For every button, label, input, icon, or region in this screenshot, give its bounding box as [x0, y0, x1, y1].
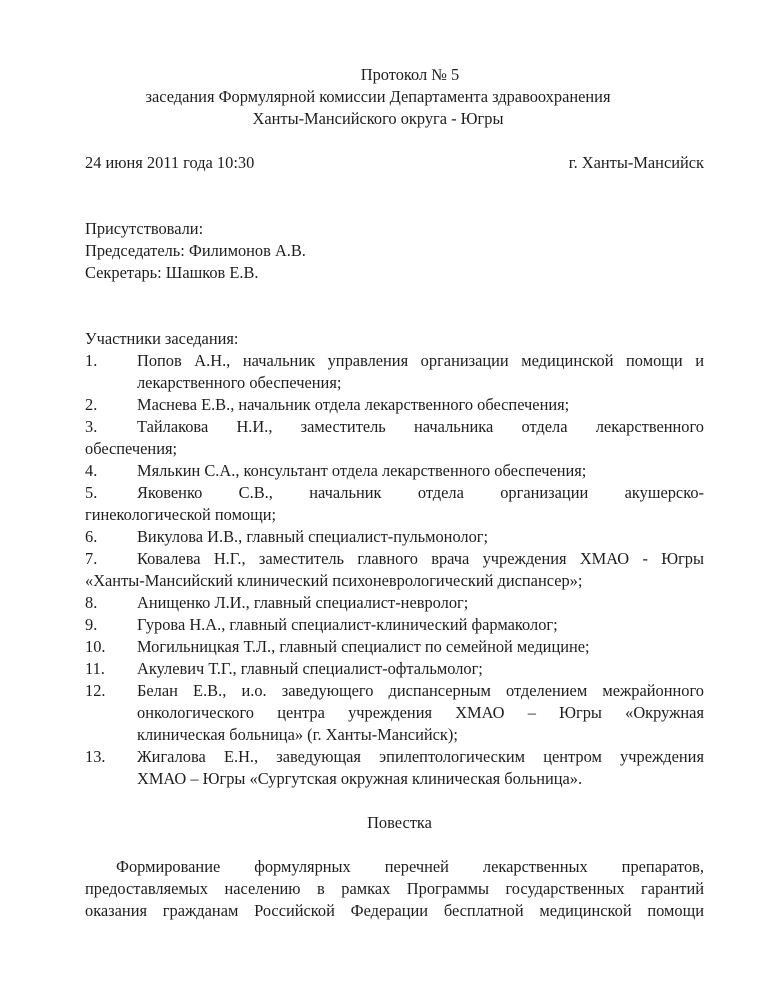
participant-line: Мялькин С.А., консультант отдела лекарственного обеспечения;: [137, 461, 587, 480]
document-title: [85, 64, 671, 130]
participant-line: Акулевич Т.Г., главный специалист-офтальмолог;: [137, 659, 483, 678]
chairman-line: Председатель: Филимонов А.В.: [85, 241, 306, 260]
agenda-paragraph: [85, 856, 704, 922]
participant-item-10: [85, 636, 704, 658]
participant-item-13: [85, 746, 704, 790]
participant-line: Попов А.Н., начальник управления организации медицинской помощи и: [137, 351, 704, 370]
participant-number: 2.: [85, 395, 98, 414]
participant-number: 11.: [85, 659, 105, 678]
participant-line: гинекологической помощи;: [85, 505, 277, 524]
participant-item-12: [85, 680, 704, 746]
participant-number: 6.: [85, 527, 98, 546]
participant-line: ХМАО – Югры «Сургутская окружная клиническая больница».: [137, 769, 583, 788]
title-line-2: заседания Формулярной комиссии Департамента здравоохранения: [145, 87, 611, 106]
participant-line: клиническая больница» (г. Ханты-Мансийск);: [137, 725, 458, 744]
participants-heading: Участники заседания:: [85, 329, 239, 348]
attendees-section: [85, 218, 704, 284]
participant-line: Могильницкая Т.Л., главный специалист по семейной медицине;: [137, 637, 590, 656]
title-line-3: Ханты-Мансийского округа - Югры: [252, 109, 504, 128]
participant-line: обеспечения;: [85, 439, 178, 458]
participant-item-8: [85, 592, 704, 614]
secretary-line: Секретарь: Шашков Е.В.: [85, 263, 259, 282]
participant-number: 4.: [85, 461, 98, 480]
participant-item-6: [85, 526, 704, 548]
participant-number: 8.: [85, 593, 98, 612]
participant-item-1: [85, 350, 704, 394]
participant-line: лекарственного обеспечения;: [137, 373, 342, 392]
participant-line: онкологического центра учреждения ХМАО – Югры «Окружная: [137, 703, 704, 722]
title-line-1: Протокол № 5: [360, 65, 460, 84]
participant-item-11: [85, 658, 704, 680]
participants-section: [85, 328, 704, 790]
participant-number: 13.: [85, 747, 106, 766]
agenda-heading: Повестка: [367, 813, 432, 832]
participant-line: Яковенко С.В., начальник отдела организации акушерско-: [137, 483, 704, 502]
participant-line: Белан Е.В., и.о. заведующего диспансерным отделением межрайонного: [137, 681, 704, 700]
participant-number: 7.: [85, 549, 98, 568]
participant-line: Ковалева Н.Г., заместитель главного врача учреждения ХМАО - Югры: [137, 549, 704, 568]
participant-number: 10.: [85, 637, 106, 656]
attendees-heading: Присутствовали:: [85, 219, 204, 238]
participant-number: 12.: [85, 681, 106, 700]
participant-line: Маснева Е.В., начальник отдела лекарственного обеспечения;: [137, 395, 570, 414]
meeting-place: г. Ханты-Мансийск: [568, 153, 704, 172]
participant-number: 1.: [85, 351, 98, 370]
participant-line: Анищенко Л.И., главный специалист-невролог;: [137, 593, 469, 612]
participant-line: Жигалова Е.Н., заведующая эпилептологическим центром учреждения: [137, 747, 704, 766]
participant-number: 5.: [85, 483, 98, 502]
participant-item-9: [85, 614, 704, 636]
participant-line: «Ханты-Мансийский клинический психоневрологический диспансер»;: [85, 571, 583, 590]
participant-item-3: [85, 416, 704, 460]
meeting-date: 24 июня 2011 года 10:30: [85, 153, 255, 172]
participant-item-5: [85, 482, 704, 526]
participant-item-4: [85, 460, 704, 482]
date-place-row: [85, 152, 704, 174]
participant-item-7: [85, 548, 704, 592]
agenda-paragraph-line: предоставляемых населению в рамках Программы государственных гарантий: [85, 879, 704, 898]
agenda-paragraph-line: оказания гражданам Российской Федерации бесплатной медицинской помощи: [85, 901, 704, 920]
participant-number: 3.: [85, 417, 98, 436]
participant-line: Викулова И.В., главный специалист-пульмонолог;: [137, 527, 489, 546]
participant-line: Тайлакова Н.И., заместитель начальника отдела лекарственного: [137, 417, 704, 436]
participant-item-2: [85, 394, 704, 416]
participant-line: Гурова Н.А., главный специалист-клинический фармаколог;: [137, 615, 558, 634]
participant-number: 9.: [85, 615, 98, 634]
agenda-paragraph-line: Формирование формулярных перечней лекарственных препаратов,: [116, 857, 704, 876]
